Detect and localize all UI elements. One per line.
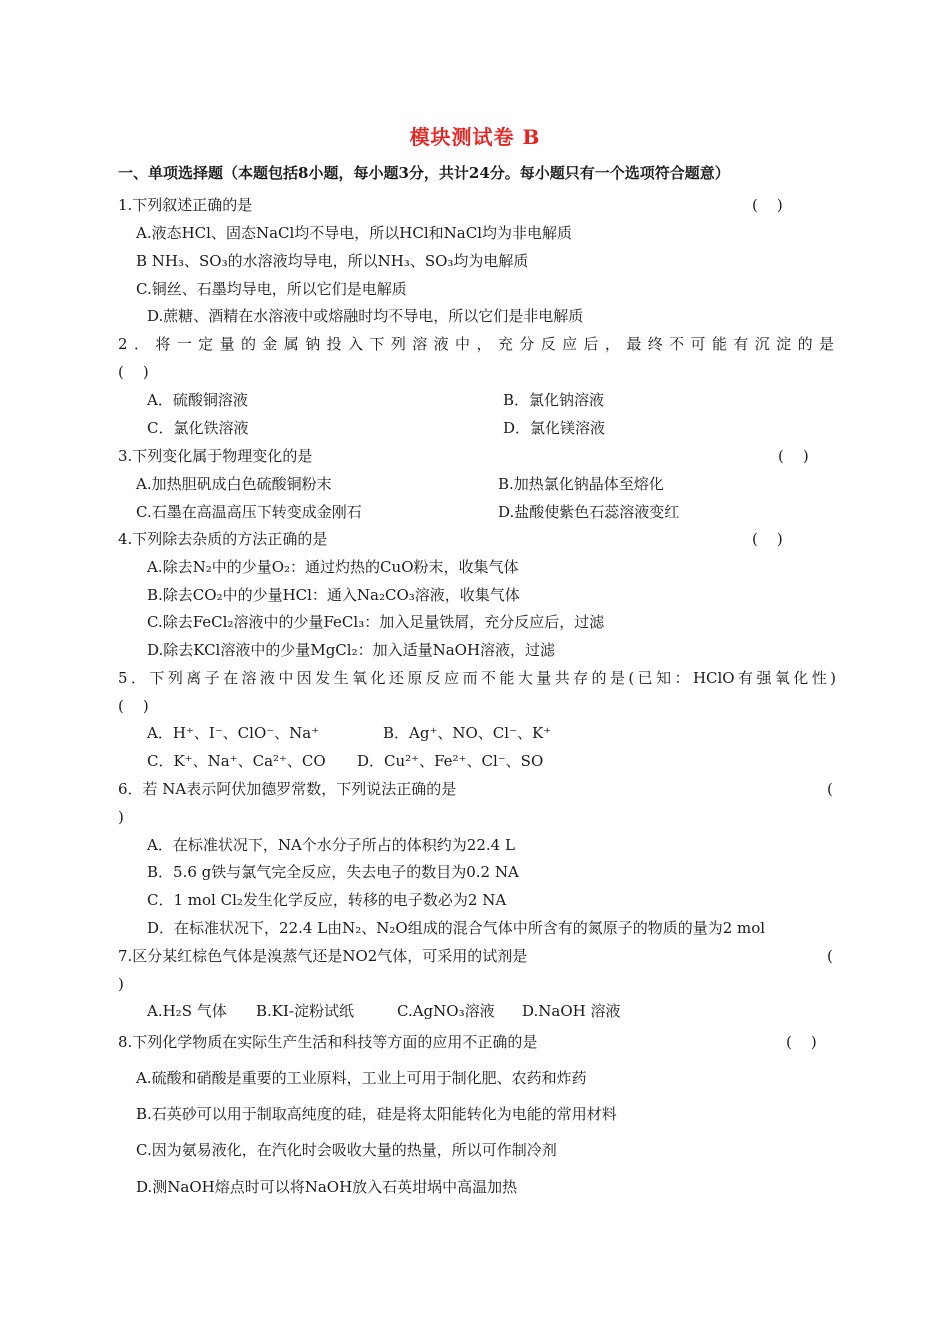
question-1-option-c: C.铜丝、石墨均导电，所以它们是电解质: [136, 280, 407, 298]
question-1-option-b: B NH₃、SO₃的水溶液均导电，所以NH₃、SO₃均为电解质: [136, 252, 529, 270]
question-7-stem: 7.区分某红棕色气体是溴蒸气还是NO2气体，可采用的试剂是: [118, 947, 528, 965]
question-2-option-a: A．硫酸铜溶液: [147, 391, 248, 409]
question-8-stem: 8.下列化学物质在实际生产生活和科技等方面的应用不正确的是: [118, 1033, 538, 1051]
question-1-answer-blank[interactable]: ( ): [752, 196, 783, 214]
question-2-answer-blank[interactable]: ( ): [118, 363, 149, 381]
question-5-option-b: B．Ag⁺、NO、Cl⁻、K⁺: [383, 724, 552, 742]
question-6-option-a: A．在标准状况下，NA个水分子所占的体积约为22.4 L: [147, 836, 515, 854]
question-3-option-d: D.盐酸使紫色石蕊溶液变红: [498, 503, 680, 521]
question-5-option-c: C．K⁺、Na⁺、Ca²⁺、CO: [147, 752, 326, 770]
question-7-option-b: B.KI-淀粉试纸: [256, 1002, 354, 1020]
question-4-stem: 4.下列除去杂质的方法正确的是: [118, 530, 328, 548]
question-1-option-d: D.蔗糖、酒精在水溶液中或熔融时均不导电，所以它们是非电解质: [147, 307, 584, 325]
question-5-option-d: D．Cu²⁺、Fe²⁺、Cl⁻、SO: [357, 752, 544, 770]
question-5-stem: 5．下列离子在溶液中因发生氧化还原反应而不能大量共存的是(已知：HClO有强氧化性): [118, 669, 836, 687]
question-6-stem: 6．若 NA表示阿伏加德罗常数，下列说法正确的是: [118, 780, 457, 798]
question-7-option-d: D.NaOH 溶液: [522, 1002, 621, 1020]
question-8-answer-blank[interactable]: ( ): [786, 1033, 817, 1051]
question-2-option-c: C．氯化铁溶液: [147, 419, 249, 437]
question-4-option-a: A.除去N₂中的少量O₂：通过灼热的CuO粉末，收集气体: [147, 558, 519, 576]
question-8-option-c: C.因为氨易液化，在汽化时会吸收大量的热量，所以可作制冷剂: [136, 1141, 557, 1159]
question-4-answer-blank[interactable]: ( ): [752, 530, 783, 548]
question-1-stem: 1.下列叙述正确的是: [118, 196, 253, 214]
question-3-option-c: C.石墨在高温高压下转变成金刚石: [136, 503, 362, 521]
question-4-option-c: C.除去FeCl₂溶液中的少量FeCl₃：加入足量铁屑，充分反应后，过滤: [147, 613, 605, 631]
question-7-answer-blank-close: ): [118, 975, 124, 993]
question-3-stem: 3.下列变化属于物理变化的是: [118, 447, 313, 465]
question-3-option-b: B.加热氯化钠晶体至熔化: [498, 475, 664, 493]
question-7-option-a: A.H₂S 气体: [147, 1002, 227, 1020]
page-title: 模块测试卷 B: [409, 125, 541, 149]
question-2-stem: 2．将一定量的金属钠投入下列溶液中，充分反应后，最终不可能有沉淀的是: [118, 335, 834, 353]
question-5-option-a: A．H⁺、I⁻、ClO⁻、Na⁺: [147, 724, 320, 742]
question-4-option-b: B.除去CO₂中的少量HCl：通入Na₂CO₃溶液，收集气体: [147, 586, 520, 604]
question-4-option-d: D.除去KCl溶液中的少量MgCl₂：加入适量NaOH溶液，过滤: [147, 641, 556, 659]
question-7-option-c: C.AgNO₃溶液: [397, 1002, 495, 1020]
question-6-answer-blank-close: ): [118, 808, 124, 826]
section-heading: 一、单项选择题（本题包括8小题，每小题3分，共计24分。每小题只有一个选项符合题意）: [118, 164, 730, 182]
question-8-option-a: A.硫酸和硝酸是重要的工业原料，工业上可用于制化肥、农药和炸药: [136, 1069, 587, 1087]
question-6-option-d: D．在标准状况下，22.4 L由N₂、N₂O组成的混合气体中所含有的氮原子的物质的量为2 mol: [147, 919, 766, 937]
question-3-option-a: A.加热胆矾成白色硫酸铜粉末: [136, 475, 332, 493]
question-7-answer-blank-open[interactable]: (: [827, 947, 833, 965]
question-8-option-d: D.测NaOH熔点时可以将NaOH放入石英坩埚中高温加热: [136, 1178, 518, 1196]
question-3-answer-blank[interactable]: ( ): [778, 447, 809, 465]
question-6-answer-blank-open[interactable]: (: [827, 780, 833, 798]
question-5-answer-blank[interactable]: ( ): [118, 697, 149, 715]
question-6-option-b: B．5.6 g铁与氯气完全反应，失去电子的数目为0.2 NA: [147, 863, 519, 881]
question-8-option-b: B.石英砂可以用于制取高纯度的硅，硅是将太阳能转化为电能的常用材料: [136, 1105, 617, 1123]
question-1-option-a: A.液态HCl、固态NaCl均不导电，所以HCl和NaCl均为非电解质: [136, 224, 572, 242]
question-2-option-b: B．氯化钠溶液: [503, 391, 605, 409]
question-6-option-c: C．1 mol Cl₂发生化学反应，转移的电子数必为2 NA: [147, 891, 507, 909]
question-2-option-d: D．氯化镁溶液: [503, 419, 606, 437]
